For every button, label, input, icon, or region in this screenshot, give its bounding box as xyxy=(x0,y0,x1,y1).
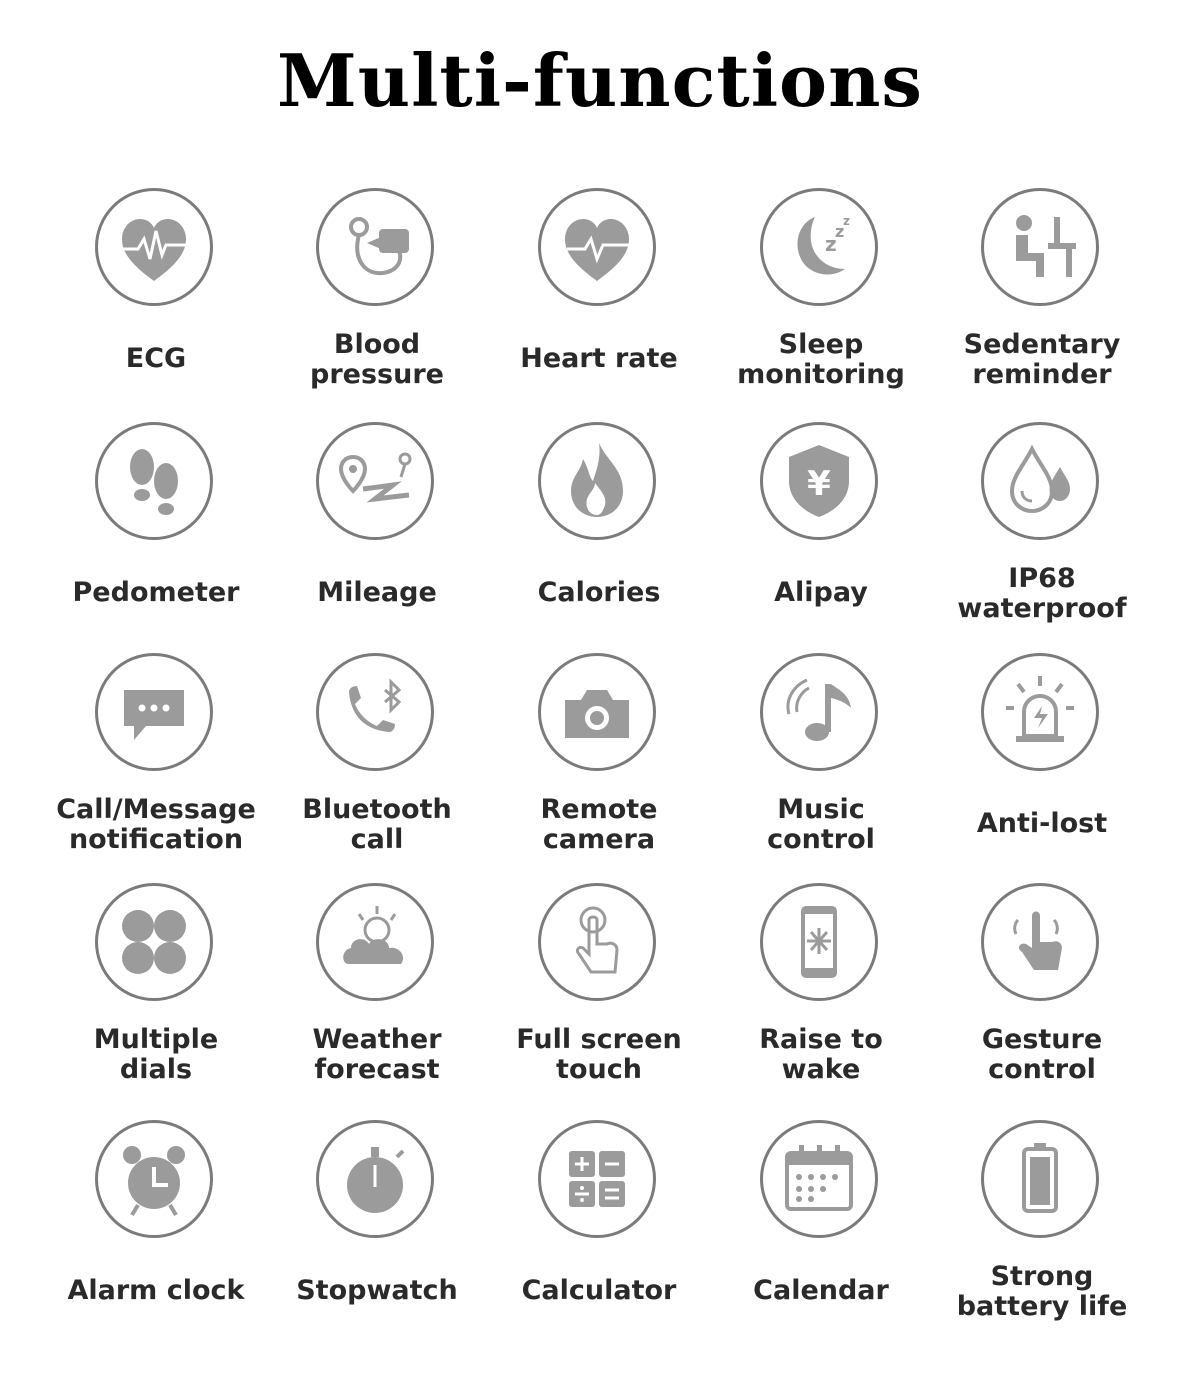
calculator-icon xyxy=(545,1127,649,1231)
feature-label-line1: IP68 xyxy=(1008,563,1076,594)
feature-label-line2: reminder xyxy=(972,359,1112,390)
camera-icon xyxy=(545,660,649,764)
feature-label-line1: Full screen xyxy=(516,1024,682,1055)
feature-label-line2: control xyxy=(767,824,875,855)
feature-item xyxy=(36,422,276,662)
feature-item xyxy=(922,188,1162,428)
feature-item xyxy=(701,422,941,662)
alarm-clock-icon xyxy=(102,1127,206,1231)
feature-item xyxy=(479,188,719,428)
dials-grid-icon xyxy=(102,890,206,994)
feature-item xyxy=(922,422,1162,662)
feature-item xyxy=(257,883,497,1123)
feature-label xyxy=(247,1276,507,1306)
feature-label-line1: Remote xyxy=(540,794,658,825)
feature-item xyxy=(257,1120,497,1360)
feature-label-line2: call xyxy=(350,824,404,855)
stopwatch-icon xyxy=(323,1127,427,1231)
feature-icon-ring xyxy=(95,422,213,540)
phone-wake-icon xyxy=(767,890,871,994)
feature-icon-ring xyxy=(316,188,434,306)
feature-icon-ring xyxy=(538,653,656,771)
feature-icon-ring xyxy=(95,883,213,1001)
feature-icon-ring xyxy=(95,1120,213,1238)
feature-icon-ring xyxy=(316,422,434,540)
touch-hand-icon xyxy=(545,890,649,994)
feature-icon-ring xyxy=(538,1120,656,1238)
sedentary-icon xyxy=(988,195,1092,299)
feature-label xyxy=(912,1025,1172,1085)
feature-item xyxy=(701,883,941,1123)
feature-label-line1: Sedentary xyxy=(963,329,1121,360)
feature-label xyxy=(247,330,507,390)
bluetooth-phone-icon xyxy=(323,660,427,764)
feature-icon-ring xyxy=(981,883,1099,1001)
music-note-icon xyxy=(767,660,871,764)
feature-icon-ring xyxy=(760,188,878,306)
feature-icon-ring xyxy=(981,422,1099,540)
feature-label-line1: Multiple xyxy=(93,1024,219,1055)
feature-label xyxy=(912,330,1172,390)
feature-item xyxy=(36,653,276,893)
feature-label xyxy=(247,1025,507,1085)
sleep-moon-icon xyxy=(767,195,871,299)
feature-icon-ring xyxy=(760,1120,878,1238)
feature-label xyxy=(469,578,729,608)
feature-label-line2: monitoring xyxy=(737,359,905,390)
feature-label-line2: pressure xyxy=(310,359,444,390)
route-icon xyxy=(323,429,427,533)
chat-bubble-icon xyxy=(102,660,206,764)
heart-rate-icon xyxy=(545,195,649,299)
feature-label xyxy=(912,1262,1172,1322)
feature-label-line1: Mileage xyxy=(317,577,437,608)
feature-label-line2: wake xyxy=(781,1054,861,1085)
feature-item xyxy=(701,188,941,428)
feature-label-line1: Anti-lost xyxy=(976,808,1108,839)
feature-item xyxy=(479,1120,719,1360)
svg-text:z: z xyxy=(835,222,845,241)
feature-item xyxy=(479,422,719,662)
feature-icon-ring xyxy=(316,1120,434,1238)
feature-item xyxy=(922,653,1162,893)
feature-label-line1: Pedometer xyxy=(72,577,240,608)
weather-icon xyxy=(323,890,427,994)
feature-item xyxy=(479,883,719,1123)
gesture-hand-icon xyxy=(988,890,1092,994)
feature-item xyxy=(257,653,497,893)
feature-icon-ring xyxy=(95,188,213,306)
feature-label xyxy=(247,795,507,855)
svg-text:¥: ¥ xyxy=(807,464,831,504)
feature-icon-ring xyxy=(538,188,656,306)
alipay-shield-icon xyxy=(767,429,871,533)
feature-label-line1: Strong xyxy=(990,1261,1094,1292)
feature-label xyxy=(912,564,1172,624)
feature-label xyxy=(469,1025,729,1085)
feature-label-line1: Calculator xyxy=(521,1275,677,1306)
feature-label-line1: Weather xyxy=(312,1024,442,1055)
feature-label-line1: Raise to xyxy=(759,1024,883,1055)
feature-item xyxy=(701,653,941,893)
feature-item xyxy=(36,188,276,428)
feature-label-line1: Calories xyxy=(537,577,661,608)
feature-icon-ring xyxy=(760,653,878,771)
feature-label-line2: forecast xyxy=(314,1054,440,1085)
feature-item xyxy=(479,653,719,893)
feature-label-line1: Gesture xyxy=(981,1024,1103,1055)
feature-icon-ring xyxy=(538,883,656,1001)
water-drop-icon xyxy=(988,429,1092,533)
feature-icon-ring xyxy=(316,653,434,771)
alarm-light-icon xyxy=(988,660,1092,764)
feature-label-line1: Blood xyxy=(333,329,421,360)
svg-text:z: z xyxy=(843,214,850,228)
feature-label-line1: Calendar xyxy=(753,1275,889,1306)
feature-label-line1: Stopwatch xyxy=(296,1275,458,1306)
feature-item xyxy=(922,1120,1162,1360)
feature-icon-ring xyxy=(538,422,656,540)
calendar-icon xyxy=(767,1127,871,1231)
feature-label-line1: ECG xyxy=(125,343,187,374)
feature-label-line2: touch xyxy=(556,1054,642,1085)
feature-icon-ring xyxy=(760,422,878,540)
feature-icon-ring xyxy=(95,653,213,771)
footprints-icon xyxy=(102,429,206,533)
blood-pressure-icon xyxy=(323,195,427,299)
feature-label-line1: Alipay xyxy=(774,577,868,608)
feature-item xyxy=(922,883,1162,1123)
feature-label xyxy=(247,578,507,608)
feature-label-line1: Bluetooth xyxy=(302,794,452,825)
feature-label-line2: notification xyxy=(68,824,244,855)
feature-item xyxy=(36,883,276,1123)
feature-label-line1: Sleep xyxy=(778,329,864,360)
feature-label-line2: waterproof xyxy=(957,593,1127,624)
feature-item xyxy=(257,422,497,662)
ecg-heart-icon xyxy=(102,195,206,299)
feature-item xyxy=(36,1120,276,1360)
feature-label xyxy=(469,1276,729,1306)
feature-icon-ring xyxy=(981,1120,1099,1238)
feature-label xyxy=(469,344,729,374)
feature-item xyxy=(701,1120,941,1360)
feature-label xyxy=(469,795,729,855)
feature-icon-ring xyxy=(316,883,434,1001)
feature-icon-ring xyxy=(760,883,878,1001)
feature-label-line2: battery life xyxy=(956,1291,1128,1322)
feature-label-line1: Heart rate xyxy=(520,343,678,374)
page-title: Multi-functions xyxy=(277,38,923,123)
feature-label-line2: dials xyxy=(119,1054,193,1085)
feature-label-line2: control xyxy=(988,1054,1096,1085)
feature-label xyxy=(912,809,1172,839)
flame-icon xyxy=(545,429,649,533)
feature-label-line2: camera xyxy=(542,824,656,855)
feature-icon-ring xyxy=(981,188,1099,306)
svg-text:z: z xyxy=(825,232,837,256)
feature-label-line1: Music xyxy=(777,794,865,825)
feature-item xyxy=(257,188,497,428)
feature-label-line1: Call/Message xyxy=(56,794,256,825)
feature-label-line1: Alarm clock xyxy=(67,1275,245,1306)
battery-icon xyxy=(988,1127,1092,1231)
feature-icon-ring xyxy=(981,653,1099,771)
